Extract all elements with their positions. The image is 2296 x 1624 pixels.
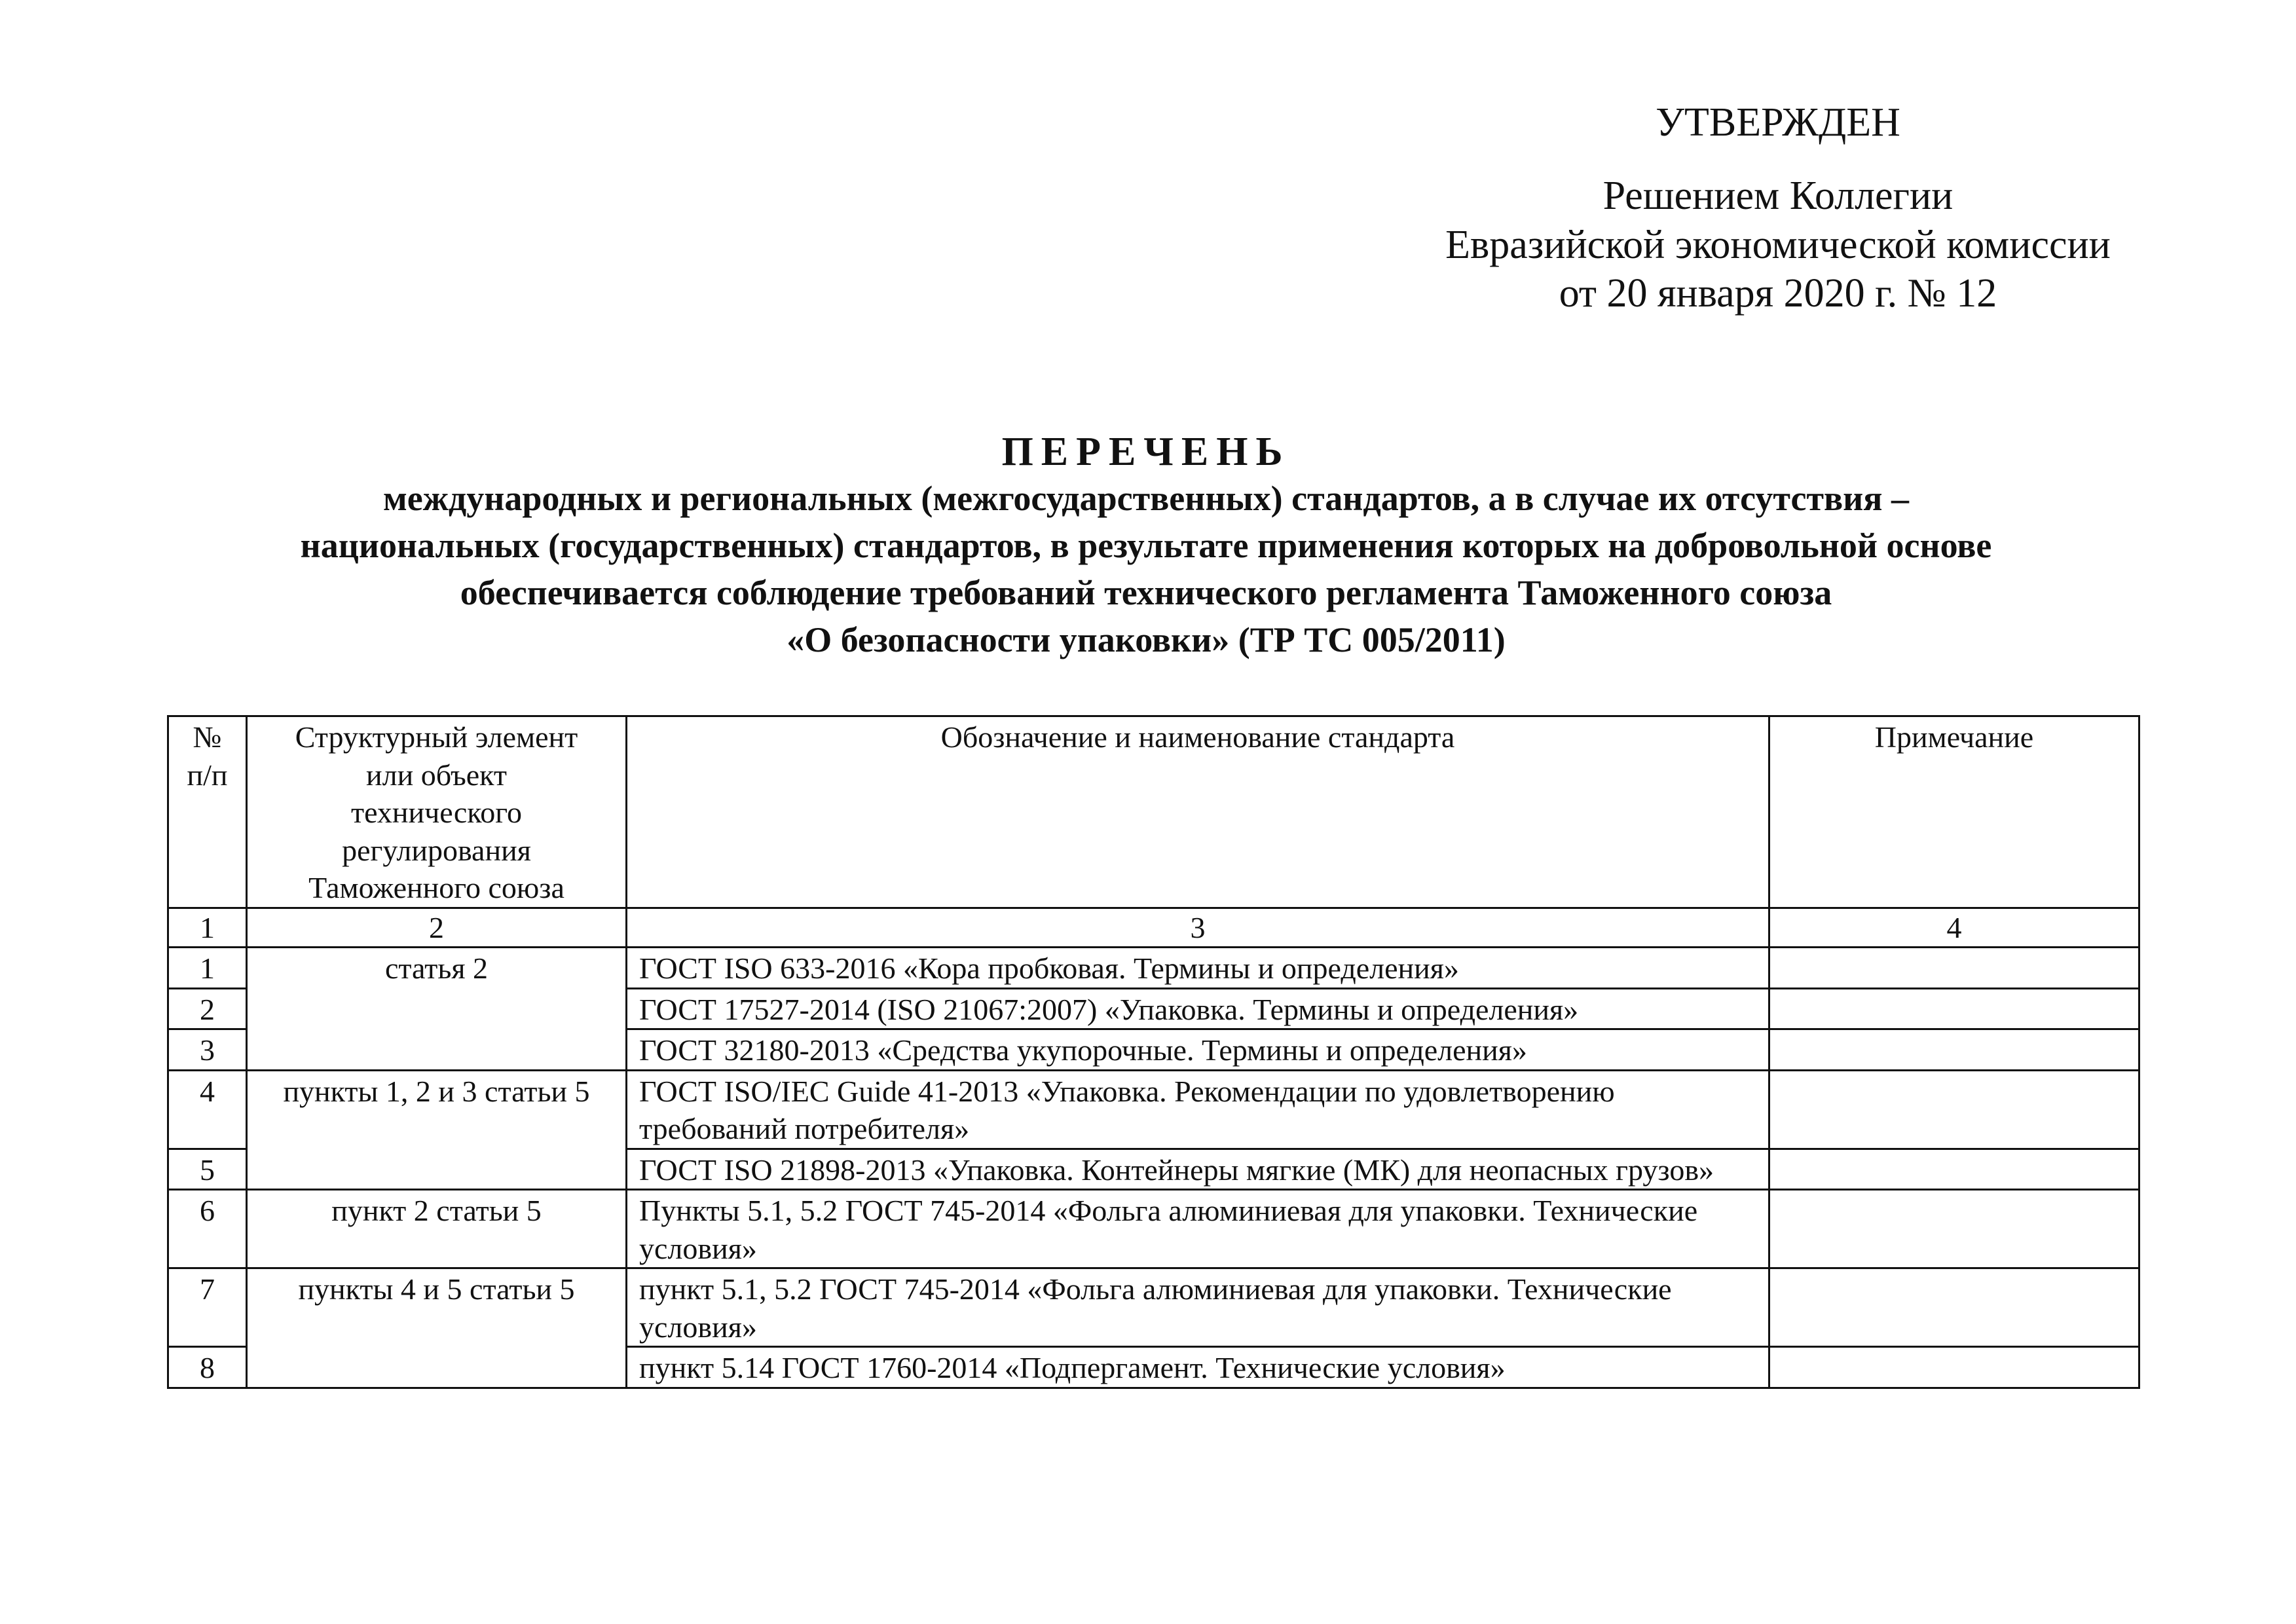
row-note — [1769, 988, 2139, 1029]
row-standard: ГОСТ ISO 633-2016 «Кора пробковая. Термины и определения» — [627, 948, 1769, 989]
document-subtitle-line: национальных (государственных) стандартов, в результате применения которых на добровольной основе — [300, 526, 1992, 566]
row-number: 1 — [168, 948, 247, 989]
header-number — [168, 716, 247, 908]
header-element — [247, 716, 627, 908]
table-row — [168, 1190, 2139, 1268]
row-standard: ГОСТ ISO/IEC Guide 41-2013 «Упаковка. Рекомендации по удовлетворению требований потребителя» — [627, 1070, 1769, 1149]
header-number-line: п/п — [187, 758, 228, 792]
table-row — [168, 1268, 2139, 1347]
header-element-line: Структурный элемент — [295, 720, 578, 754]
row-number: 7 — [168, 1268, 247, 1347]
document-heading — [144, 429, 2148, 664]
table-header-row — [168, 716, 2139, 908]
approval-line: Решением Коллегии — [1602, 174, 1953, 219]
header-standard: Обозначение и наименование стандарта — [627, 716, 1769, 908]
row-number: 6 — [168, 1190, 247, 1268]
column-number: 4 — [1769, 908, 2139, 948]
header-element-line: Таможенного союза — [308, 871, 565, 904]
row-number: 8 — [168, 1347, 247, 1388]
row-note — [1769, 1268, 2139, 1347]
row-standard: ГОСТ ISO 21898-2013 «Упаковка. Контейнеры мягкие (МК) для неопасных грузов» — [627, 1149, 1769, 1190]
row-element: пункты 1, 2 и 3 статьи 5 — [247, 1070, 627, 1190]
row-standard: ГОСТ 32180-2013 «Средства укупорочные. Термины и определения» — [627, 1029, 1769, 1071]
header-element-line: регулирования — [342, 833, 531, 867]
row-note — [1769, 1190, 2139, 1268]
table-row — [168, 948, 2139, 989]
document-title: ПЕРЕЧЕНЬ — [1001, 430, 1291, 474]
row-element: пункт 2 статьи 5 — [247, 1190, 627, 1268]
column-number: 2 — [247, 908, 627, 948]
row-standard: пункт 5.1, 5.2 ГОСТ 745-2014 «Фольга алюминиевая для упаковки. Технические условия» — [627, 1268, 1769, 1347]
standards-table — [167, 715, 2140, 1389]
header-number-line: № — [193, 720, 222, 754]
document-subtitle-line: международных и региональных (межгосударственных) стандартов, а в случае их отсутствия – — [382, 479, 1909, 519]
row-note — [1769, 1029, 2139, 1071]
row-standard: ГОСТ 17527-2014 (ISO 21067:2007) «Упаковка. Термины и определения» — [627, 988, 1769, 1029]
header-element-line: технического — [351, 796, 522, 829]
table-row — [168, 1070, 2139, 1149]
row-standard: пункт 5.14 ГОСТ 1760-2014 «Подпергамент. Технические условия» — [627, 1347, 1769, 1388]
row-number: 4 — [168, 1070, 247, 1149]
column-number: 3 — [627, 908, 1769, 948]
row-element: пункты 4 и 5 статьи 5 — [247, 1268, 627, 1388]
row-note — [1769, 1070, 2139, 1149]
row-note — [1769, 1347, 2139, 1388]
row-number: 3 — [168, 1029, 247, 1071]
document-subtitle-line: «О безопасности упаковки» (ТР ТС 005/2011) — [787, 619, 1506, 659]
row-number: 5 — [168, 1149, 247, 1190]
column-number-row — [168, 908, 2139, 948]
row-element: статья 2 — [247, 948, 627, 1071]
approval-block — [1428, 98, 2128, 318]
row-note — [1769, 948, 2139, 989]
header-note: Примечание — [1769, 716, 2139, 908]
row-number: 2 — [168, 988, 247, 1029]
column-number: 1 — [168, 908, 247, 948]
row-note — [1769, 1149, 2139, 1190]
approval-line: от 20 января 2020 г. № 12 — [1559, 271, 1997, 316]
approval-stamp: УТВЕРЖДЕН — [1656, 100, 1900, 145]
header-element-line: или объект — [366, 758, 507, 792]
row-standard: Пункты 5.1, 5.2 ГОСТ 745-2014 «Фольга алюминиевая для упаковки. Технические условия» — [627, 1190, 1769, 1268]
document-subtitle-line: обеспечивается соблюдение требований технического регламента Таможенного союза — [460, 572, 1832, 612]
approval-line: Евразийской экономической комиссии — [1445, 222, 2111, 267]
